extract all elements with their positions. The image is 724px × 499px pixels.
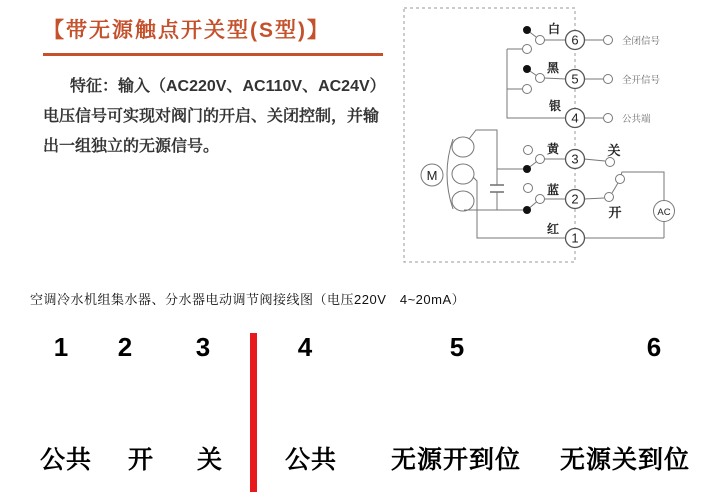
- description-line: 电压信号可实现对阀门的开启、关闭控制，并输: [43, 108, 380, 125]
- description-line: 特征：输入（AC220V、AC110V、AC24V）: [70, 78, 386, 95]
- diagram-caption: 空调冷水机组集水器、分水器电动调节阀接线图（电压220V 4~20mA）: [30, 292, 466, 307]
- page-title: 【带无源触点开关型(S型)】: [43, 19, 330, 42]
- signal-leads: [584, 36, 613, 123]
- signal-label-full-open: 全开信号: [622, 75, 661, 86]
- legend-label-4: 公共: [284, 446, 338, 474]
- legend-number-6: 6: [646, 332, 662, 362]
- legend-label-5: 无源开到位: [390, 446, 522, 474]
- wire-label-white: 白: [547, 22, 561, 36]
- terminal-5-number: 5: [571, 71, 579, 87]
- close-position-label: 关: [607, 143, 621, 158]
- title-underline: [43, 53, 383, 56]
- capacitor: [490, 185, 504, 192]
- limit-switch-2: [523, 184, 566, 215]
- legend-number-5: 5: [449, 332, 465, 362]
- legend-number-3: 3: [195, 332, 211, 362]
- legend-number-2: 2: [117, 332, 133, 362]
- limit-switch-3: [523, 146, 566, 174]
- feature-description: [43, 72, 386, 162]
- signal-label-common: 公共端: [622, 114, 651, 125]
- terminal-3-number: 3: [571, 151, 579, 167]
- open-position-label: 开: [608, 205, 622, 220]
- title-block: [43, 15, 384, 56]
- legend-label-2: 开: [127, 446, 155, 474]
- legend-label-1: 公共: [39, 446, 93, 474]
- contact-dot: [523, 165, 531, 173]
- terminal-2-number: 2: [571, 191, 579, 207]
- legend-label-3: 关: [196, 446, 224, 474]
- legend-number-1: 1: [53, 332, 69, 362]
- wire-label-blue: 蓝: [546, 183, 560, 197]
- contact-dot: [523, 26, 531, 34]
- description-line: 出一组独立的无源信号。: [43, 138, 220, 155]
- open-close-selector: [584, 158, 664, 202]
- ac-label: AC: [657, 207, 671, 218]
- wire-label-yellow: 黄: [546, 142, 560, 156]
- legend-red-divider: [250, 333, 257, 492]
- legend-number-4: 4: [297, 332, 313, 362]
- legend-label-6: 无源关到位: [559, 446, 691, 474]
- terminal-4-number: 4: [571, 110, 579, 126]
- signal-label-full-close: 全闭信号: [622, 36, 661, 47]
- wire-label-black: 黑: [546, 61, 560, 75]
- wire-label-silver: 银: [548, 99, 562, 113]
- wire-label-red: 红: [546, 222, 560, 236]
- wiring-diagram: [395, 0, 724, 285]
- contact-dot: [523, 65, 531, 73]
- terminal-1-number: 1: [571, 230, 579, 246]
- contact-dot: [523, 206, 531, 214]
- terminal-6-number: 6: [571, 32, 579, 48]
- motor-label: M: [426, 168, 438, 183]
